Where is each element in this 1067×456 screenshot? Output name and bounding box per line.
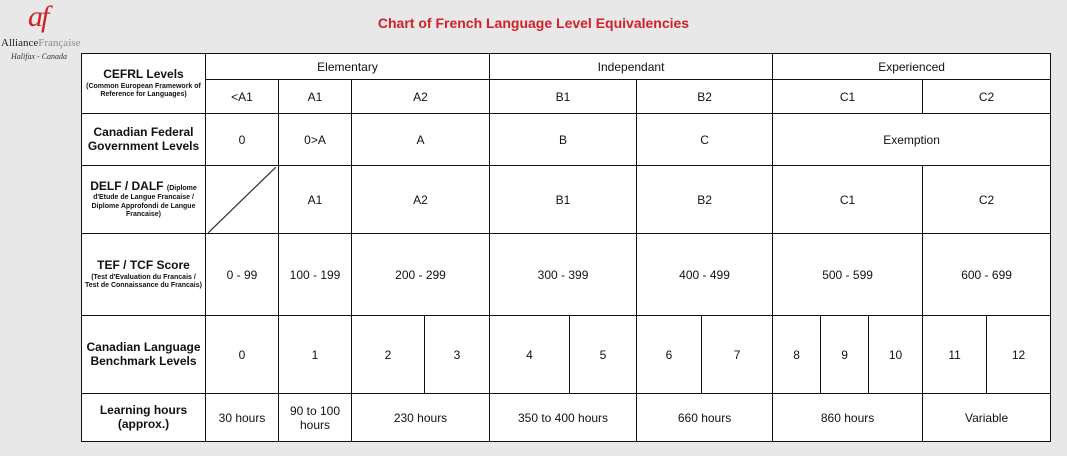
federal-label: Canadian Federal Government Levels xyxy=(87,124,200,153)
tef-value: 300 - 399 xyxy=(490,234,637,316)
cefrl-group-row xyxy=(82,54,1051,80)
delf-value: B2 xyxy=(637,166,773,234)
hours-value: 30 hours xyxy=(206,394,279,442)
logo-name xyxy=(1,37,80,49)
delf-sublabel-inline: (Diplome xyxy=(166,184,197,192)
tef-value: 500 - 599 xyxy=(773,234,923,316)
delf-value: A1 xyxy=(279,166,352,234)
cefrl-label: CEFRL Levels xyxy=(103,66,184,81)
cefrl-sublabel: (Common European Framework of Reference for Languages) xyxy=(86,82,201,98)
tef-value: 100 - 199 xyxy=(279,234,352,316)
clb-value: 4 xyxy=(490,316,570,394)
cefrl-level: B1 xyxy=(490,80,637,114)
clb-value: 10 xyxy=(869,316,923,394)
group-elementary: Elementary xyxy=(206,54,490,80)
federal-value: 0>A xyxy=(279,114,352,166)
delf-value: A2 xyxy=(352,166,490,234)
hours-value: 350 to 400 hours xyxy=(490,394,637,442)
hours-value: Variable xyxy=(923,394,1051,442)
delf-value: C2 xyxy=(923,166,1051,234)
page-title: Chart of French Language Level Equivalencies xyxy=(377,15,690,31)
federal-value: A xyxy=(352,114,490,166)
logo-name-alliance: Alliance xyxy=(1,37,39,49)
hours-label: Learning hours (approx.) xyxy=(99,402,188,431)
equivalency-table xyxy=(81,53,1051,442)
cefrl-level-row xyxy=(82,80,1051,114)
clb-value: 1 xyxy=(279,316,352,394)
group-independant: Independant xyxy=(490,54,773,80)
cefrl-level: A1 xyxy=(279,80,352,114)
delf-value: B1 xyxy=(490,166,637,234)
diagonal-slash-icon xyxy=(208,167,276,233)
row-header-tef xyxy=(82,234,206,316)
logo-name-francaise: Française xyxy=(38,37,81,49)
clb-value: 8 xyxy=(773,316,821,394)
hours-value: 660 hours xyxy=(637,394,773,442)
cefrl-level: C1 xyxy=(773,80,923,114)
delf-value: C1 xyxy=(773,166,923,234)
tef-value: 200 - 299 xyxy=(352,234,490,316)
row-header-federal xyxy=(82,114,206,166)
cefrl-level: <A1 xyxy=(206,80,279,114)
row-header-cefrl xyxy=(82,54,206,114)
row-header-hours xyxy=(82,394,206,442)
tef-value: 400 - 499 xyxy=(637,234,773,316)
not-applicable-cell xyxy=(206,166,279,234)
cefrl-level: B2 xyxy=(637,80,773,114)
clb-value: 9 xyxy=(821,316,869,394)
clb-value: 7 xyxy=(702,316,773,394)
hours-value: 230 hours xyxy=(352,394,490,442)
delf-row xyxy=(82,166,1051,234)
federal-value: 0 xyxy=(206,114,279,166)
delf-label: DELF / DALF xyxy=(90,178,164,193)
cefrl-level: C2 xyxy=(923,80,1051,114)
clb-value: 0 xyxy=(206,316,279,394)
tef-value: 600 - 699 xyxy=(923,234,1051,316)
cefrl-level: A2 xyxy=(352,80,490,114)
tef-sublabel: (Test d'Evaluation du Francais / Test de Connaissance du Francais) xyxy=(85,273,202,289)
clb-value: 5 xyxy=(570,316,637,394)
group-experienced: Experienced xyxy=(773,54,1051,80)
clb-value: 12 xyxy=(987,316,1051,394)
row-header-clb xyxy=(82,316,206,394)
clb-value: 11 xyxy=(923,316,987,394)
federal-value: Exemption xyxy=(773,114,1051,166)
tef-value: 0 - 99 xyxy=(206,234,279,316)
hours-row xyxy=(82,394,1051,442)
clb-label: Canadian Language Benchmark Levels xyxy=(86,339,201,368)
federal-row xyxy=(82,114,1051,166)
alliance-francaise-logo xyxy=(0,0,92,70)
clb-value: 3 xyxy=(425,316,490,394)
tef-label: TEF / TCF Score xyxy=(97,257,190,272)
federal-value: B xyxy=(490,114,637,166)
federal-value: C xyxy=(637,114,773,166)
tef-row xyxy=(82,234,1051,316)
logo-city: Halifax - Canada xyxy=(11,52,67,61)
clb-value: 2 xyxy=(352,316,425,394)
hours-value: 860 hours xyxy=(773,394,923,442)
hours-value: 90 to 100 hours xyxy=(279,394,352,442)
row-header-delf xyxy=(82,166,206,234)
delf-sublabel: d'Etude de Langue Francaise / Diplome Approfondi de Langue Francaise) xyxy=(91,194,196,219)
af-logo-mark: af xyxy=(28,0,48,33)
clb-row xyxy=(82,316,1051,394)
clb-value: 6 xyxy=(637,316,702,394)
